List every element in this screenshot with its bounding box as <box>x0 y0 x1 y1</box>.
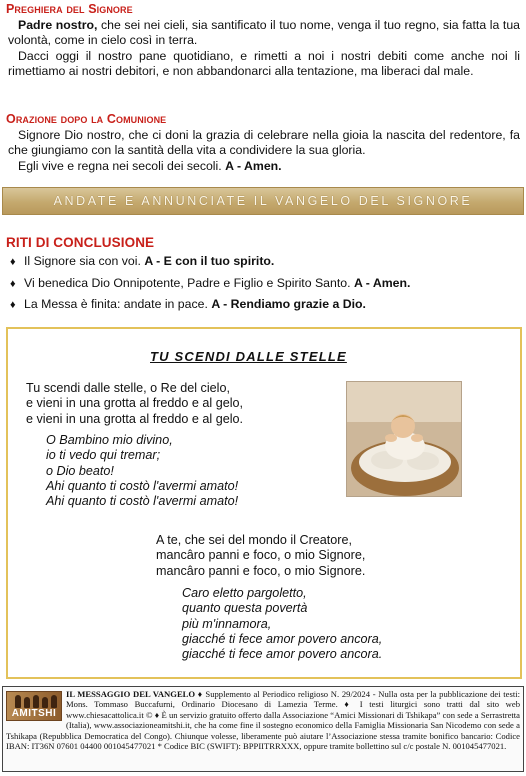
communion-paragraph-2: Egli vive e regna nei secoli dei secoli. A - Amen. <box>18 159 282 173</box>
footer-text: AMITSHI IL MESSAGGIO DEL VANGELO ♦ Supplemento al Periodico religioso N. 29/2024 - Nulla osta per la pubblicazione dei testi: Mons. Tommaso Buccafurni, Ordinario Diocesano di Lamezia Terme. ♦ I testi liturgici sono tratti dal sito web www.chiesacattolica.it © ♦ È un servizio gratuito offerto dalla Associazione “Amici Missionari di Tshikapa” con sede a Serrastretta (Italia), www.associazioneamitshi.it, che ha come fine il sostegno economico della Famiglia Missionaria San Nicodemo con sede a Tshikapa (Repubblica Democratica del Congo). Chiunque volesse, liberamente può aiutare l’Associazione stessa tramite bonifico bancario: Codice IBAN: IT36N 07601 04400 001045477021 * Codice BIC (SWIFT): BPPIITRRXXX, oppure tramite bollettino sul c/c postale N. 001045477021. <box>6 689 520 752</box>
conclusion-item: ♦ Il Signore sia con voi. A - E con il tuo spirito. <box>10 254 275 268</box>
song-stanza-1: Tu scendi dalle stelle, o Re del cielo, e vieni in una grotta al freddo e al gelo, e vieni in una grotta al freddo e al gelo. <box>26 381 244 426</box>
diamond-icon: ♦ <box>10 299 16 311</box>
song-title: TU SCENDI DALLE STELLE <box>150 349 347 364</box>
communion-paragraph-1: Signore Dio nostro, che ci doni la grazia di celebrare nella gioia la nascita del redentore, fa che giungiamo con la santità della vita a condividere la sua gloria. <box>8 128 520 158</box>
song-stanza-2: O Bambino mio divino, io ti vedo qui tremar; o Dio beato! Ahi quanto ti costò l'avermi amato! Ahi quanto ti costò l'avermi amato! <box>46 433 239 509</box>
prayer-lead: Padre nostro, <box>18 18 98 32</box>
conclusion-item: ♦ Vi benedica Dio Onnipotente, Padre e Figlio e Spirito Santo. A - Amen. <box>10 276 411 290</box>
conclusion-item: ♦ La Messa è finita: andate in pace. A - Rendiamo grazie a Dio. <box>10 297 366 311</box>
banner: ANDATE E ANNUNCIATE IL VANGELO DEL SIGNORE <box>2 187 524 215</box>
section-title-prayer: Preghiera del Signore <box>6 2 133 16</box>
section-title-communion: Orazione dopo la Comunione <box>6 112 167 126</box>
section-title-conclusion: RITI DI CONCLUSIONE <box>6 235 155 250</box>
nativity-image <box>346 381 462 497</box>
diamond-icon: ♦ <box>10 278 16 290</box>
footer <box>2 686 524 772</box>
communion-response: A - Amen. <box>225 159 282 173</box>
footer-brand: IL MESSAGGIO DEL VANGELO <box>66 689 196 699</box>
prayer-paragraph-2: Dacci oggi il nostro pane quotidiano, e rimetti a noi i nostri debiti come anche noi li rimettiamo ai nostri debitori, e non abbandonarci alla tentazione, ma liberaci dal male. <box>8 49 520 79</box>
diamond-icon: ♦ <box>10 256 16 268</box>
song-stanza-3: A te, che sei del mondo il Creatore, mancâro panni e foco, o mio Signore, mancâro panni e foco, o mio Signore. <box>156 533 366 578</box>
baby-jesus-icon <box>347 382 462 497</box>
song-stanza-4: Caro eletto pargoletto, quanto questa povertà più m'innamora, giacché ti fece amor povero ancora, giacché ti fece amor povero ancora. <box>182 586 383 662</box>
amitshi-logo: AMITSHI <box>6 691 62 721</box>
prayer-paragraph-1: Padre nostro, che sei nei cieli, sia santificato il tuo nome, venga il tuo regno, sia fatta la tua volontà, come in cielo così in terra. <box>8 18 520 48</box>
